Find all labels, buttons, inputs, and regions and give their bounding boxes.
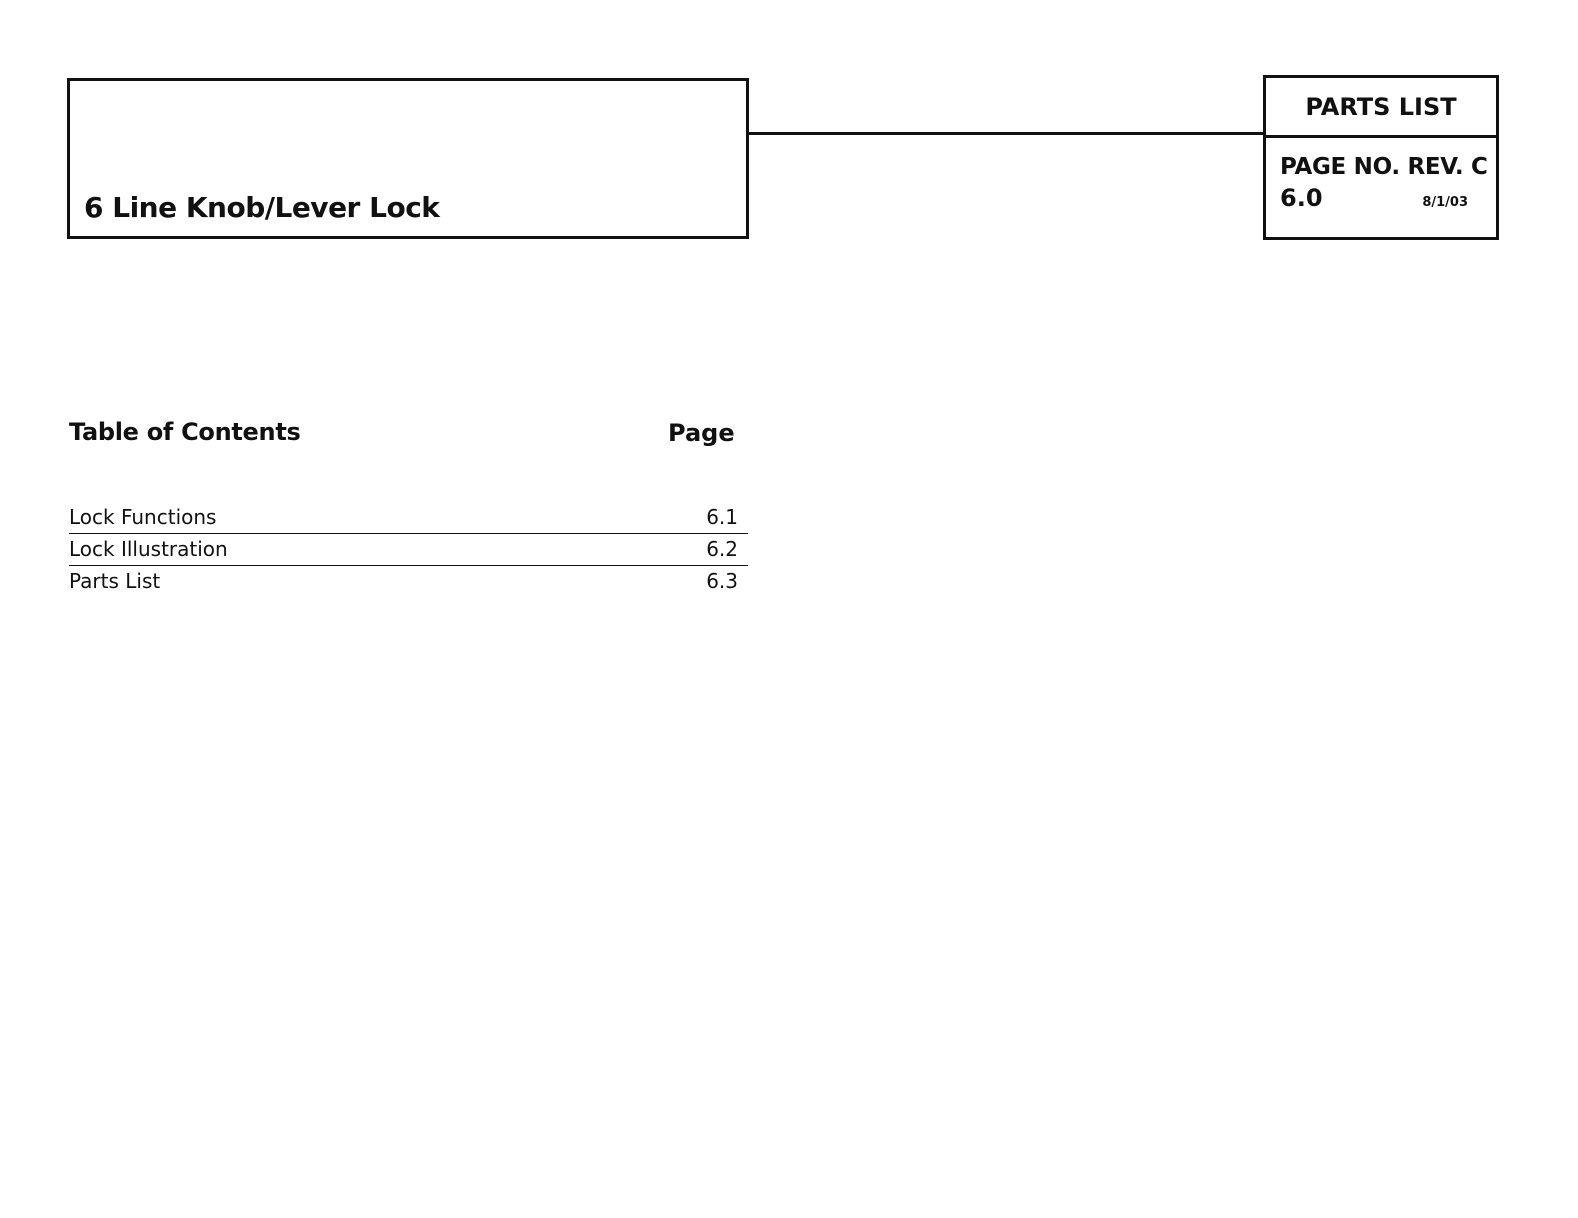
toc-entry-lock-illustration[interactable]: [69, 534, 748, 566]
toc-page-column-heading: Page: [668, 419, 735, 447]
parts-list-header: PARTS LIST: [1266, 78, 1496, 138]
toc-entry-lock-functions[interactable]: [69, 502, 748, 534]
toc-entry-page: 6.2: [706, 537, 738, 561]
toc-entry-label: Lock Functions: [69, 505, 217, 529]
page-no-revision-label: PAGE NO. REV. C: [1280, 154, 1488, 180]
document-title: 6 Line Knob/Lever Lock: [84, 191, 440, 224]
toc-entry-label: Parts List: [69, 569, 161, 593]
parts-list-box: [1263, 75, 1499, 240]
toc-entry-page: 6.3: [706, 569, 738, 593]
page-number: 6.0: [1280, 184, 1323, 212]
toc-entry-page: 6.1: [706, 505, 738, 529]
revision-date: 8/1/03: [1422, 195, 1468, 210]
title-box: [67, 78, 749, 239]
toc-list: [69, 502, 748, 597]
header-connector-line: [749, 132, 1265, 135]
toc-entry-label: Lock Illustration: [69, 537, 228, 561]
toc-heading: Table of Contents: [69, 418, 301, 446]
toc-entry-parts-list[interactable]: [69, 566, 748, 597]
